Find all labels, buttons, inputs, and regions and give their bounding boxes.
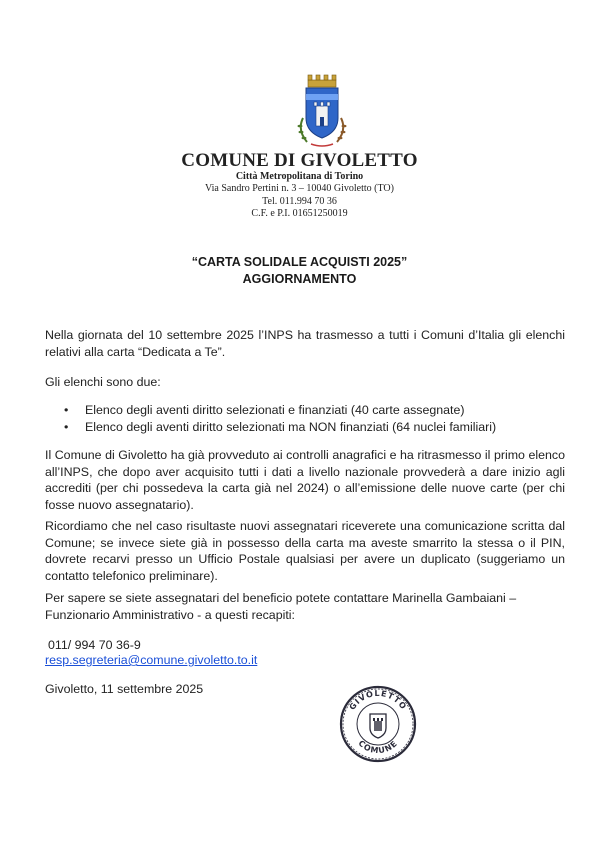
contact-phone: 011/ 994 70 36-9 [48, 638, 141, 652]
list-item-text: Elenco degli aventi diritto selezionati e finanziati (40 carte assegnate) [85, 403, 465, 417]
bullet-icon: • [64, 403, 69, 417]
svg-text:GIVOLETTO: GIVOLETTO [347, 688, 409, 712]
paragraph-reminder: Ricordiamo che nel caso risultaste nuovi assegnatari riceverete una comunicazione scritta dal Comune; se invece siete già in possesso della carta ma aveste smarrito la stessa o il PIN, dovrete recarvi presso un Ufficio Postale qualsiasi per avere un duplicato (suggeriamo un contatto telefonico preliminare). [45, 519, 565, 583]
contact-email-link[interactable]: resp.segreteria@comune.givoletto.to.it [45, 653, 258, 667]
municipal-coat-of-arms-icon [289, 72, 355, 150]
list-item [64, 419, 564, 436]
lists-bullet-list [64, 402, 564, 435]
list-item [64, 402, 564, 419]
paragraph-contact: Per sapere se siete assegnatari del beneficio potete contattare Marinella Gambaiani – Funzionario Amministrativo - a questi recapiti: [45, 591, 517, 622]
svg-text:COMUNE: COMUNE [356, 738, 400, 756]
document-title: “CARTA SOLIDALE ACQUISTI 2025” [191, 255, 408, 269]
paragraph-lists-intro: Gli elenchi sono due: [45, 375, 161, 389]
municipality-subtitle: Città Metropolitana di Torino [235, 171, 364, 182]
list-item-text: Elenco degli aventi diritto selezionati ma NON finanziati (64 nuclei familiari) [85, 419, 497, 434]
municipality-phone: Tel. 011.994 70 36 [262, 196, 337, 207]
official-stamp-icon [337, 683, 419, 765]
bullet-icon: • [64, 419, 69, 434]
paragraph-controls: Il Comune di Givoletto ha già provveduto ai controlli anagrafici e ha ritrasmesso il primo elenco all’INPS, che dopo aver acquisito tutti i dati a livello nazionale provvederà a dare inizio agli accrediti (per chi possedeva la carta già nel 2024) o all’emissione delle nuove carte (per chi fosse nuovo assegnatario). [45, 448, 565, 512]
municipality-tax-code: C.F. e P.I. 01651250019 [251, 208, 348, 219]
signoff-date: Givoletto, 11 settembre 2025 [45, 682, 204, 696]
document-subtitle: AGGIORNAMENTO [242, 272, 357, 286]
municipality-name: COMUNE DI GIVOLETTO [181, 150, 418, 171]
paragraph-intro: Nella giornata del 10 settembre 2025 l’INPS ha trasmesso a tutti i Comuni d’Italia gli elenchi relativi alla carta “Dedicata a Te”. [45, 328, 565, 359]
municipality-address: Via Sandro Pertini n. 3 – 10040 Givoletto (TO) [205, 183, 394, 194]
